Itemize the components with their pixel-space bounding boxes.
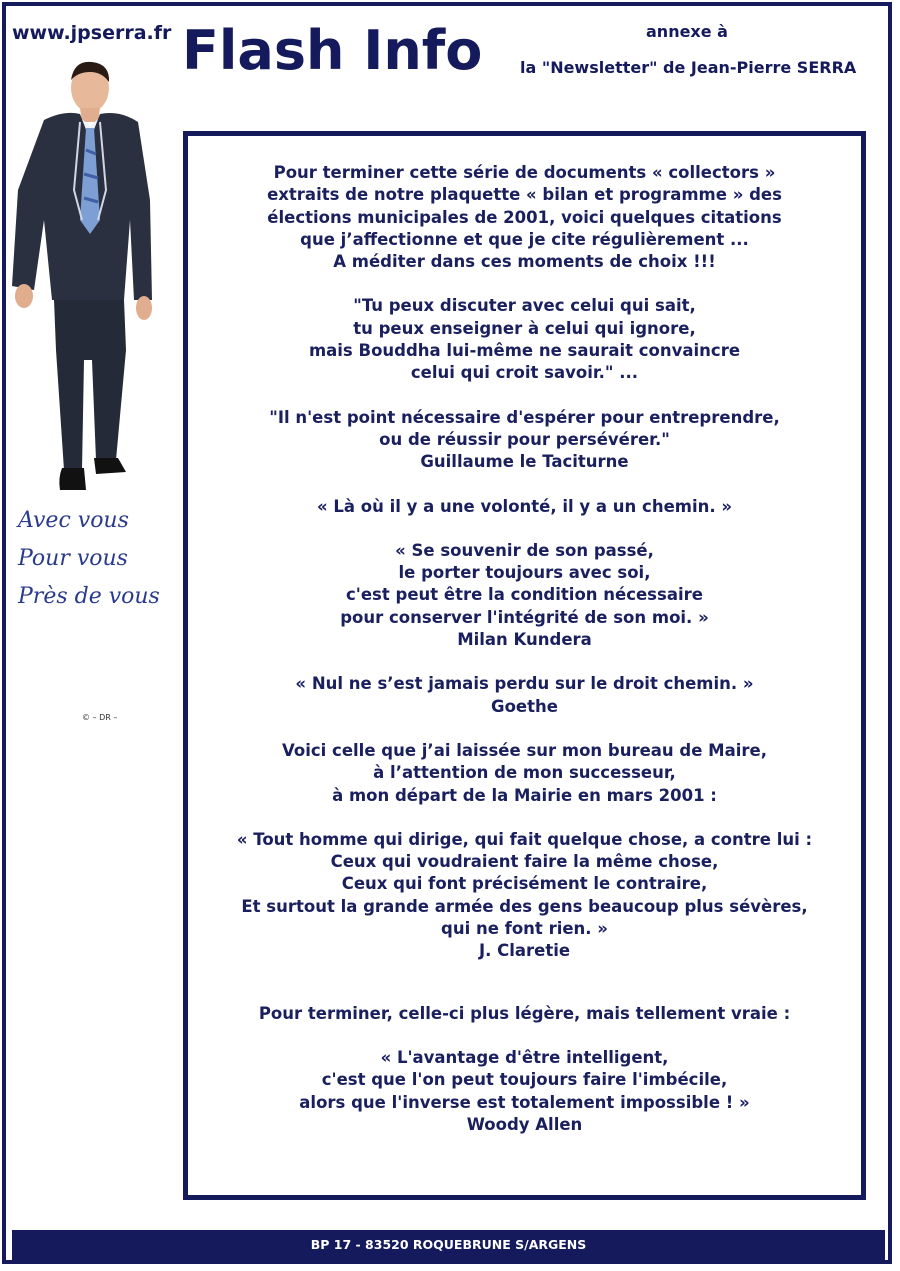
quote-author: Guillaume le Taciturne [420, 452, 629, 472]
signature-line: Avec vous [18, 508, 129, 533]
closing-intro [188, 1003, 861, 1025]
text-line: c'est peut être la condition nécessaire [346, 585, 703, 605]
text-line: Pour terminer cette série de documents « collectors » [273, 163, 776, 182]
quotes-content [188, 162, 861, 1158]
text-line: Ceux qui font précisément le contraire, [341, 874, 708, 894]
page-title: Flash Info [182, 19, 483, 82]
text-line: à mon départ de la Mairie en mars 2001 : [332, 785, 717, 805]
text-line: celui qui croit savoir." ... [410, 363, 639, 383]
quote-volonte [188, 496, 861, 518]
text-line: à l’attention de mon successeur, [373, 763, 676, 783]
text-line: Pour terminer, celle-ci plus légère, mais tellement vraie : [258, 1003, 791, 1023]
text-line: « L'avantage d'être intelligent, [380, 1047, 669, 1067]
text-line: "Tu peux discuter avec celui qui sait, [353, 296, 696, 316]
photo-copyright: © – DR – [82, 713, 118, 722]
footer-address: BP 17 - 83520 ROQUEBRUNE S/ARGENS [12, 1230, 885, 1260]
annexe-label: annexe à [646, 22, 728, 41]
intro-paragraph [188, 162, 861, 273]
quote-author: Milan Kundera [457, 630, 592, 650]
handwritten-signature [18, 508, 168, 618]
text-line: pour conserver l'intégrité de son moi. » [340, 607, 709, 627]
text-line: mais Bouddha lui-même ne saurait convaincre [308, 341, 741, 361]
quote-kundera [188, 540, 861, 651]
text-line: ou de réussir pour persévérer." [379, 429, 670, 449]
text-line: le porter toujours avec soi, [398, 563, 651, 583]
newsletter-label: la "Newsletter" de Jean-Pierre SERRA [520, 58, 857, 77]
text-line: « Se souvenir de son passé, [395, 540, 654, 560]
mayor-note [188, 740, 861, 807]
quotes-box [183, 131, 866, 1200]
quote-author: Woody Allen [466, 1114, 583, 1134]
text-line: « Tout homme qui dirige, qui fait quelque chose, a contre lui : [236, 829, 813, 849]
quote-author: Goethe [491, 696, 558, 716]
quote-buddha [188, 295, 861, 384]
site-url[interactable]: www.jpserra.fr [12, 22, 172, 44]
quote-author: J. Claretie [478, 941, 571, 961]
text-line: extraits de notre plaquette « bilan et programme » des [267, 185, 782, 205]
text-line: c'est que l'on peut toujours faire l'imbécile, [321, 1070, 728, 1090]
signature-line: Près de vous [18, 584, 160, 609]
text-line: « Nul ne s’est jamais perdu sur le droit chemin. » [295, 674, 754, 694]
quote-guillaume [188, 407, 861, 474]
text-line: qui ne font rien. » [441, 919, 608, 939]
text-line: Voici celle que j’ai laissée sur mon bureau de Maire, [282, 740, 767, 760]
text-line: "Il n'est point nécessaire d'espérer pour entreprendre, [269, 407, 780, 427]
text-line: « Là où il y a une volonté, il y a un chemin. » [316, 496, 733, 516]
text-line: Et surtout la grande armée des gens beaucoup plus sévères, [241, 896, 808, 916]
text-line: que j’affectionne et que je cite régulièrement ... [300, 229, 749, 249]
portrait-photo [4, 50, 156, 495]
quote-woody-allen [188, 1047, 861, 1136]
text-line: alors que l'inverse est totalement impossible ! » [299, 1092, 750, 1112]
quote-claretie [188, 829, 861, 963]
text-line: A méditer dans ces moments de choix !!! [333, 252, 716, 272]
text-line: tu peux enseigner à celui qui ignore, [353, 318, 696, 338]
text-line: élections municipales de 2001, voici quelques citations [267, 207, 782, 227]
text-line: Ceux qui voudraient faire la même chose, [330, 852, 719, 872]
quote-goethe [188, 673, 861, 718]
signature-line: Pour vous [18, 546, 128, 571]
